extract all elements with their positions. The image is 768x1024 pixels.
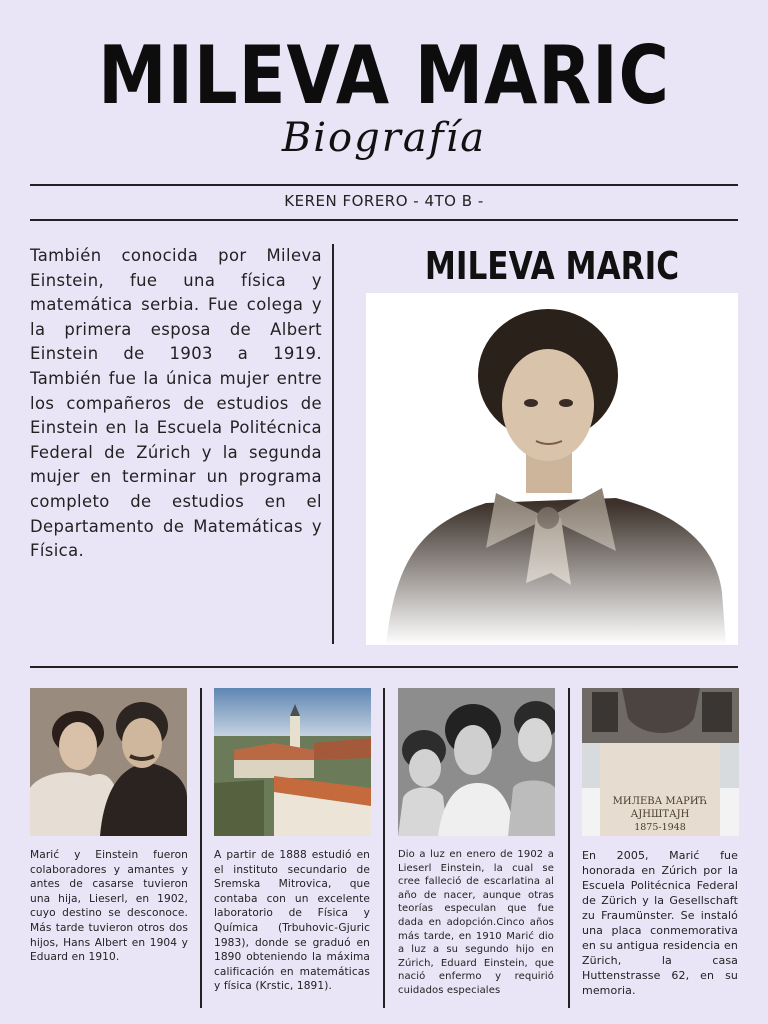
caption-3: Dio a luz en enero de 1902 a Lieserl Einstein, la cual se cree falleció de escarlatina al año de nacer, aunque otras teorías especulan que fue dada en adopción.Cinco años más tarde, en 1910 Marić dio a luz a su segundo hijo en Zúrich, Eduard Einstein, que nació enfermo y requirió cuidados especiales bbox=[398, 849, 554, 996]
town-photo bbox=[214, 688, 371, 836]
couple-photo bbox=[30, 688, 187, 836]
family-illustration bbox=[398, 688, 555, 836]
plaque-line-3: 1875-1948 bbox=[634, 822, 686, 833]
author-line: KEREN FORERO - 4TO B - bbox=[284, 192, 484, 210]
plaque-line-1: МИЛЕВА МАРИЋ bbox=[612, 796, 708, 807]
portrait-illustration bbox=[366, 293, 738, 645]
header-divider-top bbox=[30, 184, 738, 186]
portrait-photo bbox=[366, 293, 738, 645]
column-divider-2 bbox=[383, 688, 385, 1008]
column-divider-3 bbox=[568, 688, 570, 1008]
column-divider-1 bbox=[200, 688, 202, 1008]
couple-illustration bbox=[30, 688, 187, 836]
memorial-photo bbox=[582, 688, 739, 836]
portrait-title: MILEVA MARIC bbox=[424, 244, 680, 288]
intro-paragraph: También conocida por Mileva Einstein, fue una física y matemática serbia. Fue colega y la primera esposa de Albert Einstein de 1903 a 1919. También fue la única mujer entre los compañeros de estudios de Einstein en la Escuela Politécnica Federal de Zúrich y la segunda mujer en terminar un programa completo de estudios en el Departamento de Matemáticas y Física. bbox=[30, 246, 322, 561]
page-subtitle: Biografía bbox=[281, 115, 487, 161]
family-photo bbox=[398, 688, 555, 836]
section-divider bbox=[30, 666, 738, 668]
plaque-line-2: АЈНШТАЈН bbox=[630, 809, 690, 820]
caption-1: Marić y Einstein fueron colaboradores y amantes y antes de casarse tuvieron una hija, Lieserl, en 1902, cuyo destino se desconoce. Más tarde tuvieron otros dos hijos, Hans Albert en 1904 y Eduard en 1910. bbox=[30, 849, 188, 964]
town-illustration bbox=[214, 688, 371, 836]
caption-4: En 2005, Marić fue honorada en Zúrich por la Escuela Politécnica Federal de Zürich y la Gesellschaft zu Fraumünster. Se instaló una placa conmemorativa en su antigua residencia en Zürich, la casa Huttenstrasse 62, en su memoria. bbox=[582, 849, 738, 997]
page-title: MILEVA MARIC bbox=[98, 29, 670, 122]
caption-2: A partir de 1888 estudió en el instituto secundario de Sremska Mitrovica, que contaba con un excelente laboratorio de Física y Química (Trbuhovic-Gjuric 1983), donde se graduó en 1890 obteniendo la máxima calificación en matemáticas y física (Krstic, 1891). bbox=[214, 849, 370, 993]
header-divider-bottom bbox=[30, 219, 738, 221]
intro-column-divider bbox=[332, 244, 334, 644]
